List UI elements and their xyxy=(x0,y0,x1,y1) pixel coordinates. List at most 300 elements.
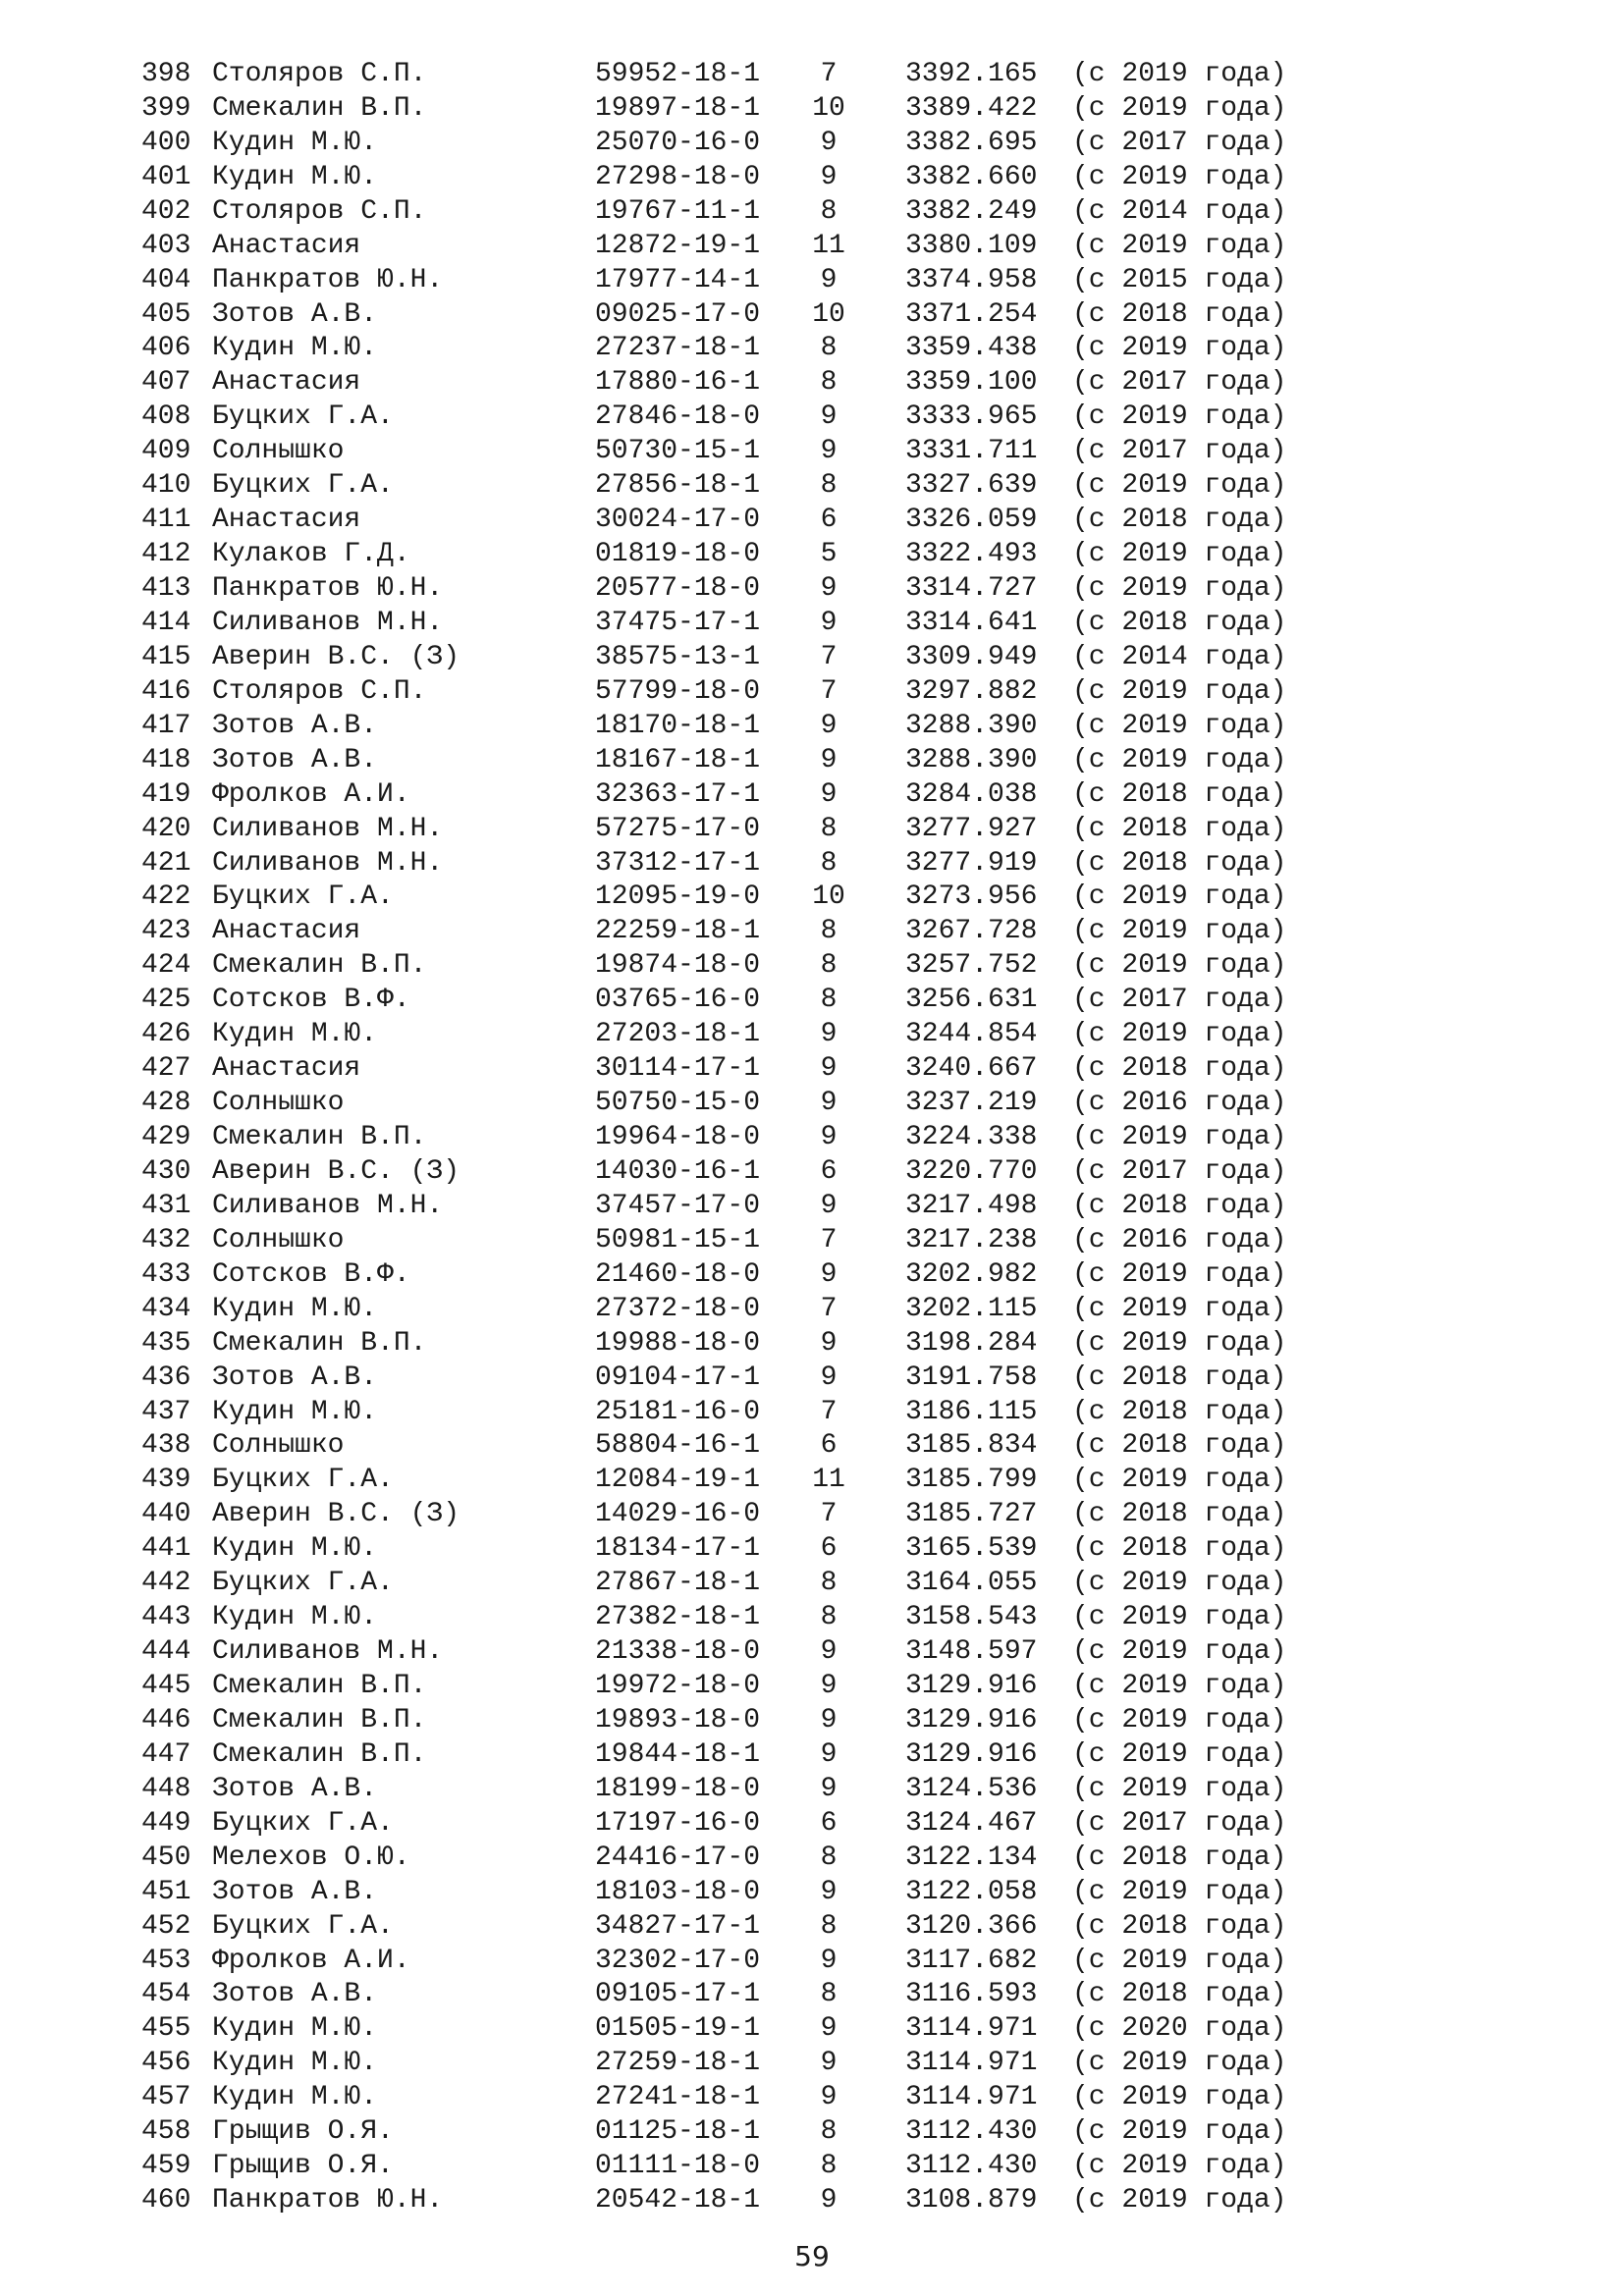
row-score: 3267.728 xyxy=(905,916,1038,947)
row-rank: 421 xyxy=(141,847,191,879)
row-level: 9 xyxy=(820,161,838,192)
row-name: Кудин М.Ю. xyxy=(212,2082,378,2113)
row-code: 19897-18-1 xyxy=(595,92,761,124)
list-item xyxy=(141,1634,1359,1669)
list-item xyxy=(141,1223,1359,1257)
list-item xyxy=(141,1875,1359,1909)
row-score: 3314.641 xyxy=(905,607,1038,638)
rating-list xyxy=(141,57,1359,2217)
row-level: 9 xyxy=(820,1362,838,1393)
row-code: 01111-18-0 xyxy=(595,2151,761,2182)
list-item xyxy=(141,1154,1359,1189)
list-item xyxy=(141,2080,1359,2114)
row-score: 3202.982 xyxy=(905,1258,1038,1290)
row-rank: 432 xyxy=(141,1224,191,1255)
row-code: 27846-18-0 xyxy=(595,401,761,433)
row-code: 17197-16-0 xyxy=(595,1807,761,1839)
row-rank: 398 xyxy=(141,58,191,89)
row-code: 57275-17-0 xyxy=(595,813,761,844)
row-since: (с 2019 года) xyxy=(1072,1671,1287,1702)
list-item xyxy=(141,332,1359,366)
row-level: 8 xyxy=(820,813,838,844)
row-code: 27867-18-1 xyxy=(595,1568,761,1599)
row-level: 9 xyxy=(820,127,838,158)
row-name: Фролков А.И. xyxy=(212,778,410,810)
row-name: Силиванов М.Н. xyxy=(212,607,444,638)
row-score: 3322.493 xyxy=(905,539,1038,570)
row-since: (с 2019 года) xyxy=(1072,58,1287,89)
row-since: (с 2016 года) xyxy=(1072,1224,1287,1255)
row-code: 01505-19-1 xyxy=(595,2013,761,2045)
row-level: 8 xyxy=(820,916,838,947)
row-name: Анастасия xyxy=(212,1053,361,1085)
row-name: Кудин М.Ю. xyxy=(212,2013,378,2045)
row-rank: 446 xyxy=(141,1704,191,1735)
list-item xyxy=(141,1737,1359,1772)
row-code: 32302-17-0 xyxy=(595,1945,761,1976)
row-since: (с 2019 года) xyxy=(1072,539,1287,570)
row-since: (с 2019 года) xyxy=(1072,1738,1287,1770)
row-level: 8 xyxy=(820,2116,838,2148)
row-rank: 435 xyxy=(141,1327,191,1359)
row-name: Смекалин В.П. xyxy=(212,92,427,124)
row-name: Сотсков В.Ф. xyxy=(212,1258,410,1290)
row-name: Зотов А.В. xyxy=(212,744,378,775)
row-level: 8 xyxy=(820,1979,838,2010)
row-code: 09104-17-1 xyxy=(595,1362,761,1393)
row-level: 9 xyxy=(820,1636,838,1668)
row-score: 3333.965 xyxy=(905,401,1038,433)
row-level: 7 xyxy=(820,675,838,707)
row-rank: 426 xyxy=(141,1019,191,1050)
row-code: 37457-17-0 xyxy=(595,1190,761,1221)
row-level: 7 xyxy=(820,1499,838,1530)
row-name: Зотов А.В. xyxy=(212,1979,378,2010)
row-name: Зотов А.В. xyxy=(212,710,378,741)
row-name: Буцких Г.А. xyxy=(212,881,394,913)
row-code: 14030-16-1 xyxy=(595,1155,761,1187)
row-rank: 411 xyxy=(141,505,191,536)
row-since: (с 2018 года) xyxy=(1072,1499,1287,1530)
row-score: 3164.055 xyxy=(905,1568,1038,1599)
row-rank: 457 xyxy=(141,2082,191,2113)
row-rank: 422 xyxy=(141,881,191,913)
row-name: Буцких Г.А. xyxy=(212,1568,394,1599)
list-item xyxy=(141,1361,1359,1395)
row-score: 3124.536 xyxy=(905,1773,1038,1804)
row-code: 12084-19-1 xyxy=(595,1465,761,1496)
row-name: Анастасия xyxy=(212,916,361,947)
row-level: 10 xyxy=(812,298,845,330)
row-name: Сотсков В.Ф. xyxy=(212,985,410,1016)
row-score: 3198.284 xyxy=(905,1327,1038,1359)
row-level: 9 xyxy=(820,1945,838,1976)
row-rank: 412 xyxy=(141,539,191,570)
row-since: (с 2019 года) xyxy=(1072,675,1287,707)
row-level: 8 xyxy=(820,333,838,364)
row-code: 19972-18-0 xyxy=(595,1671,761,1702)
row-name: Смекалин В.П. xyxy=(212,1704,427,1735)
list-item xyxy=(141,1566,1359,1600)
row-since: (с 2019 года) xyxy=(1072,1327,1287,1359)
row-rank: 403 xyxy=(141,230,191,261)
row-since: (с 2019 года) xyxy=(1072,1465,1287,1496)
row-level: 6 xyxy=(820,505,838,536)
row-name: Смекалин В.П. xyxy=(212,1671,427,1702)
row-code: 19874-18-0 xyxy=(595,950,761,982)
row-name: Смекалин В.П. xyxy=(212,1122,427,1153)
row-since: (с 2017 года) xyxy=(1072,1155,1287,1187)
row-name: Мелехов О.Ю. xyxy=(212,1842,410,1873)
row-score: 3220.770 xyxy=(905,1155,1038,1187)
row-score: 3374.958 xyxy=(905,264,1038,295)
row-level: 8 xyxy=(820,985,838,1016)
row-level: 8 xyxy=(820,1602,838,1633)
row-since: (с 2019 года) xyxy=(1072,1945,1287,1976)
row-level: 11 xyxy=(812,230,845,261)
row-rank: 436 xyxy=(141,1362,191,1393)
list-item xyxy=(141,1600,1359,1634)
row-since: (с 2017 года) xyxy=(1072,127,1287,158)
row-code: 17880-16-1 xyxy=(595,367,761,399)
row-score: 3108.879 xyxy=(905,2185,1038,2216)
row-code: 19964-18-0 xyxy=(595,1122,761,1153)
row-level: 9 xyxy=(820,1258,838,1290)
row-score: 3256.631 xyxy=(905,985,1038,1016)
list-item xyxy=(141,1120,1359,1154)
row-score: 3158.543 xyxy=(905,1602,1038,1633)
row-level: 9 xyxy=(820,1053,838,1085)
row-code: 30114-17-1 xyxy=(595,1053,761,1085)
row-rank: 430 xyxy=(141,1155,191,1187)
row-level: 6 xyxy=(820,1430,838,1462)
row-score: 3257.752 xyxy=(905,950,1038,982)
row-since: (с 2018 года) xyxy=(1072,607,1287,638)
row-score: 3112.430 xyxy=(905,2116,1038,2148)
row-score: 3288.390 xyxy=(905,744,1038,775)
row-level: 9 xyxy=(820,1704,838,1735)
row-code: 21460-18-0 xyxy=(595,1258,761,1290)
row-rank: 444 xyxy=(141,1636,191,1668)
row-score: 3185.727 xyxy=(905,1499,1038,1530)
row-level: 9 xyxy=(820,573,838,605)
row-code: 09105-17-1 xyxy=(595,1979,761,2010)
row-since: (с 2018 года) xyxy=(1072,778,1287,810)
row-since: (с 2019 года) xyxy=(1072,1293,1287,1324)
list-item xyxy=(141,263,1359,297)
row-rank: 419 xyxy=(141,778,191,810)
row-rank: 410 xyxy=(141,470,191,502)
row-score: 3124.467 xyxy=(905,1807,1038,1839)
row-code: 59952-18-1 xyxy=(595,58,761,89)
row-since: (с 2018 года) xyxy=(1072,1396,1287,1427)
row-code: 21338-18-0 xyxy=(595,1636,761,1668)
row-rank: 416 xyxy=(141,675,191,707)
row-name: Смекалин В.П. xyxy=(212,950,427,982)
row-rank: 409 xyxy=(141,436,191,467)
list-item xyxy=(141,1326,1359,1361)
row-rank: 431 xyxy=(141,1190,191,1221)
row-since: (с 2019 года) xyxy=(1072,470,1287,502)
list-item xyxy=(141,2149,1359,2183)
row-level: 9 xyxy=(820,1738,838,1770)
list-item xyxy=(141,1772,1359,1806)
row-code: 18103-18-0 xyxy=(595,1876,761,1907)
row-name: Грыщив О.Я. xyxy=(212,2151,394,2182)
row-name: Столяров С.П. xyxy=(212,675,427,707)
row-level: 9 xyxy=(820,264,838,295)
list-item xyxy=(141,1086,1359,1120)
row-score: 3327.639 xyxy=(905,470,1038,502)
row-since: (с 2018 года) xyxy=(1072,1979,1287,2010)
row-level: 9 xyxy=(820,1019,838,1050)
row-level: 10 xyxy=(812,881,845,913)
row-rank: 433 xyxy=(141,1258,191,1290)
row-rank: 439 xyxy=(141,1465,191,1496)
row-level: 9 xyxy=(820,1122,838,1153)
row-since: (с 2019 года) xyxy=(1072,2048,1287,2079)
row-code: 14029-16-0 xyxy=(595,1499,761,1530)
row-name: Анастасия xyxy=(212,505,361,536)
row-since: (с 2018 года) xyxy=(1072,1190,1287,1221)
list-item xyxy=(141,503,1359,537)
list-item xyxy=(141,1257,1359,1292)
row-rank: 442 xyxy=(141,1568,191,1599)
row-level: 9 xyxy=(820,1327,838,1359)
row-code: 18167-18-1 xyxy=(595,744,761,775)
row-rank: 448 xyxy=(141,1773,191,1804)
list-item xyxy=(141,948,1359,983)
list-item xyxy=(141,229,1359,263)
row-level: 9 xyxy=(820,2013,838,2045)
row-code: 25070-16-0 xyxy=(595,127,761,158)
row-name: Столяров С.П. xyxy=(212,195,427,227)
row-level: 6 xyxy=(820,1807,838,1839)
row-since: (с 2017 года) xyxy=(1072,367,1287,399)
row-rank: 424 xyxy=(141,950,191,982)
row-name: Аверин В.С. (З) xyxy=(212,1155,460,1187)
row-code: 50981-15-1 xyxy=(595,1224,761,1255)
row-since: (с 2018 года) xyxy=(1072,1430,1287,1462)
list-item xyxy=(141,57,1359,91)
list-item xyxy=(141,126,1359,160)
row-code: 17977-14-1 xyxy=(595,264,761,295)
row-score: 3186.115 xyxy=(905,1396,1038,1427)
row-name: Смекалин В.П. xyxy=(212,1327,427,1359)
row-since: (с 2019 года) xyxy=(1072,1568,1287,1599)
list-item xyxy=(141,2114,1359,2149)
list-item xyxy=(141,434,1359,468)
row-since: (с 2017 года) xyxy=(1072,436,1287,467)
row-code: 22259-18-1 xyxy=(595,916,761,947)
list-item xyxy=(141,777,1359,812)
row-name: Солнышко xyxy=(212,1088,345,1119)
list-item xyxy=(141,914,1359,948)
row-rank: 418 xyxy=(141,744,191,775)
row-score: 3371.254 xyxy=(905,298,1038,330)
row-name: Кудин М.Ю. xyxy=(212,161,378,192)
row-rank: 400 xyxy=(141,127,191,158)
page-number: 59 xyxy=(794,2240,830,2272)
row-since: (с 2019 года) xyxy=(1072,1773,1287,1804)
row-score: 3185.834 xyxy=(905,1430,1038,1462)
row-code: 30024-17-0 xyxy=(595,505,761,536)
row-code: 01819-18-0 xyxy=(595,539,761,570)
row-name: Кудин М.Ю. xyxy=(212,2048,378,2079)
row-code: 27372-18-0 xyxy=(595,1293,761,1324)
row-since: (с 2018 года) xyxy=(1072,1053,1287,1085)
row-since: (с 2018 года) xyxy=(1072,1362,1287,1393)
row-level: 9 xyxy=(820,2082,838,2113)
row-level: 7 xyxy=(820,58,838,89)
row-rank: 402 xyxy=(141,195,191,227)
row-score: 3288.390 xyxy=(905,710,1038,741)
row-rank: 438 xyxy=(141,1430,191,1462)
row-code: 50750-15-0 xyxy=(595,1088,761,1119)
row-rank: 454 xyxy=(141,1979,191,2010)
row-name: Кудин М.Ю. xyxy=(212,127,378,158)
row-level: 6 xyxy=(820,1533,838,1565)
row-since: (с 2019 года) xyxy=(1072,92,1287,124)
row-level: 9 xyxy=(820,1671,838,1702)
row-code: 19767-11-1 xyxy=(595,195,761,227)
row-rank: 459 xyxy=(141,2151,191,2182)
row-rank: 458 xyxy=(141,2116,191,2148)
row-rank: 427 xyxy=(141,1053,191,1085)
row-since: (с 2014 года) xyxy=(1072,641,1287,672)
row-rank: 429 xyxy=(141,1122,191,1153)
row-score: 3277.919 xyxy=(905,847,1038,879)
row-level: 9 xyxy=(820,401,838,433)
row-since: (с 2014 года) xyxy=(1072,195,1287,227)
row-level: 8 xyxy=(820,1568,838,1599)
row-score: 3273.956 xyxy=(905,881,1038,913)
row-level: 9 xyxy=(820,744,838,775)
row-rank: 404 xyxy=(141,264,191,295)
list-item xyxy=(141,91,1359,126)
row-code: 50730-15-1 xyxy=(595,436,761,467)
list-item xyxy=(141,160,1359,194)
list-item xyxy=(141,1395,1359,1429)
row-code: 03765-16-0 xyxy=(595,985,761,1016)
row-since: (с 2015 года) xyxy=(1072,264,1287,295)
row-level: 9 xyxy=(820,710,838,741)
row-since: (с 2018 года) xyxy=(1072,1533,1287,1565)
list-item xyxy=(141,297,1359,332)
row-since: (с 2019 года) xyxy=(1072,230,1287,261)
row-level: 8 xyxy=(820,1842,838,1873)
row-since: (с 2019 года) xyxy=(1072,1876,1287,1907)
row-name: Столяров С.П. xyxy=(212,58,427,89)
row-since: (с 2018 года) xyxy=(1072,1910,1287,1942)
row-score: 3129.916 xyxy=(905,1671,1038,1702)
list-item xyxy=(141,365,1359,400)
row-name: Кудин М.Ю. xyxy=(212,1602,378,1633)
row-since: (с 2019 года) xyxy=(1072,1602,1287,1633)
row-name: Грыщив О.Я. xyxy=(212,2116,394,2148)
row-name: Кудин М.Ю. xyxy=(212,1019,378,1050)
row-since: (с 2018 года) xyxy=(1072,847,1287,879)
list-item xyxy=(141,1189,1359,1223)
row-code: 27237-18-1 xyxy=(595,333,761,364)
row-level: 7 xyxy=(820,1224,838,1255)
row-name: Зотов А.В. xyxy=(212,1773,378,1804)
row-name: Аверин В.С. (З) xyxy=(212,641,460,672)
row-score: 3237.219 xyxy=(905,1088,1038,1119)
row-score: 3120.366 xyxy=(905,1910,1038,1942)
row-name: Силиванов М.Н. xyxy=(212,1636,444,1668)
row-level: 8 xyxy=(820,847,838,879)
list-item xyxy=(141,1531,1359,1566)
row-score: 3112.430 xyxy=(905,2151,1038,2182)
row-rank: 425 xyxy=(141,985,191,1016)
row-score: 3117.682 xyxy=(905,1945,1038,1976)
row-name: Зотов А.В. xyxy=(212,1876,378,1907)
row-level: 8 xyxy=(820,2151,838,2182)
row-since: (с 2019 года) xyxy=(1072,1122,1287,1153)
row-name: Буцких Г.А. xyxy=(212,1465,394,1496)
row-level: 8 xyxy=(820,1910,838,1942)
row-code: 09025-17-0 xyxy=(595,298,761,330)
row-score: 3359.100 xyxy=(905,367,1038,399)
list-item xyxy=(141,1463,1359,1497)
row-level: 7 xyxy=(820,1396,838,1427)
row-rank: 417 xyxy=(141,710,191,741)
row-level: 5 xyxy=(820,539,838,570)
row-name: Анастасия xyxy=(212,367,361,399)
row-rank: 441 xyxy=(141,1533,191,1565)
row-name: Силиванов М.Н. xyxy=(212,847,444,879)
row-since: (с 2019 года) xyxy=(1072,710,1287,741)
row-score: 3297.882 xyxy=(905,675,1038,707)
list-item xyxy=(141,1909,1359,1944)
row-score: 3392.165 xyxy=(905,58,1038,89)
row-level: 9 xyxy=(820,778,838,810)
row-rank: 423 xyxy=(141,916,191,947)
row-level: 9 xyxy=(820,1876,838,1907)
row-since: (с 2019 года) xyxy=(1072,401,1287,433)
row-name: Зотов А.В. xyxy=(212,298,378,330)
row-score: 3185.799 xyxy=(905,1465,1038,1496)
row-level: 11 xyxy=(812,1465,845,1496)
list-item xyxy=(141,1841,1359,1875)
list-item xyxy=(141,537,1359,571)
row-score: 3217.498 xyxy=(905,1190,1038,1221)
row-code: 19893-18-0 xyxy=(595,1704,761,1735)
row-score: 3244.854 xyxy=(905,1019,1038,1050)
row-code: 12872-19-1 xyxy=(595,230,761,261)
row-level: 9 xyxy=(820,436,838,467)
row-since: (с 2018 года) xyxy=(1072,1842,1287,1873)
list-item xyxy=(141,571,1359,606)
row-rank: 428 xyxy=(141,1088,191,1119)
list-item xyxy=(141,1806,1359,1841)
list-item xyxy=(141,743,1359,777)
row-name: Зотов А.В. xyxy=(212,1362,378,1393)
row-level: 9 xyxy=(820,2185,838,2216)
row-score: 3148.597 xyxy=(905,1636,1038,1668)
row-since: (с 2019 года) xyxy=(1072,1636,1287,1668)
row-rank: 452 xyxy=(141,1910,191,1942)
row-code: 27298-18-0 xyxy=(595,161,761,192)
row-score: 3331.711 xyxy=(905,436,1038,467)
row-rank: 405 xyxy=(141,298,191,330)
list-item xyxy=(141,1429,1359,1464)
row-score: 3122.134 xyxy=(905,1842,1038,1873)
row-name: Солнышко xyxy=(212,1430,345,1462)
row-code: 37312-17-1 xyxy=(595,847,761,879)
row-level: 8 xyxy=(820,470,838,502)
